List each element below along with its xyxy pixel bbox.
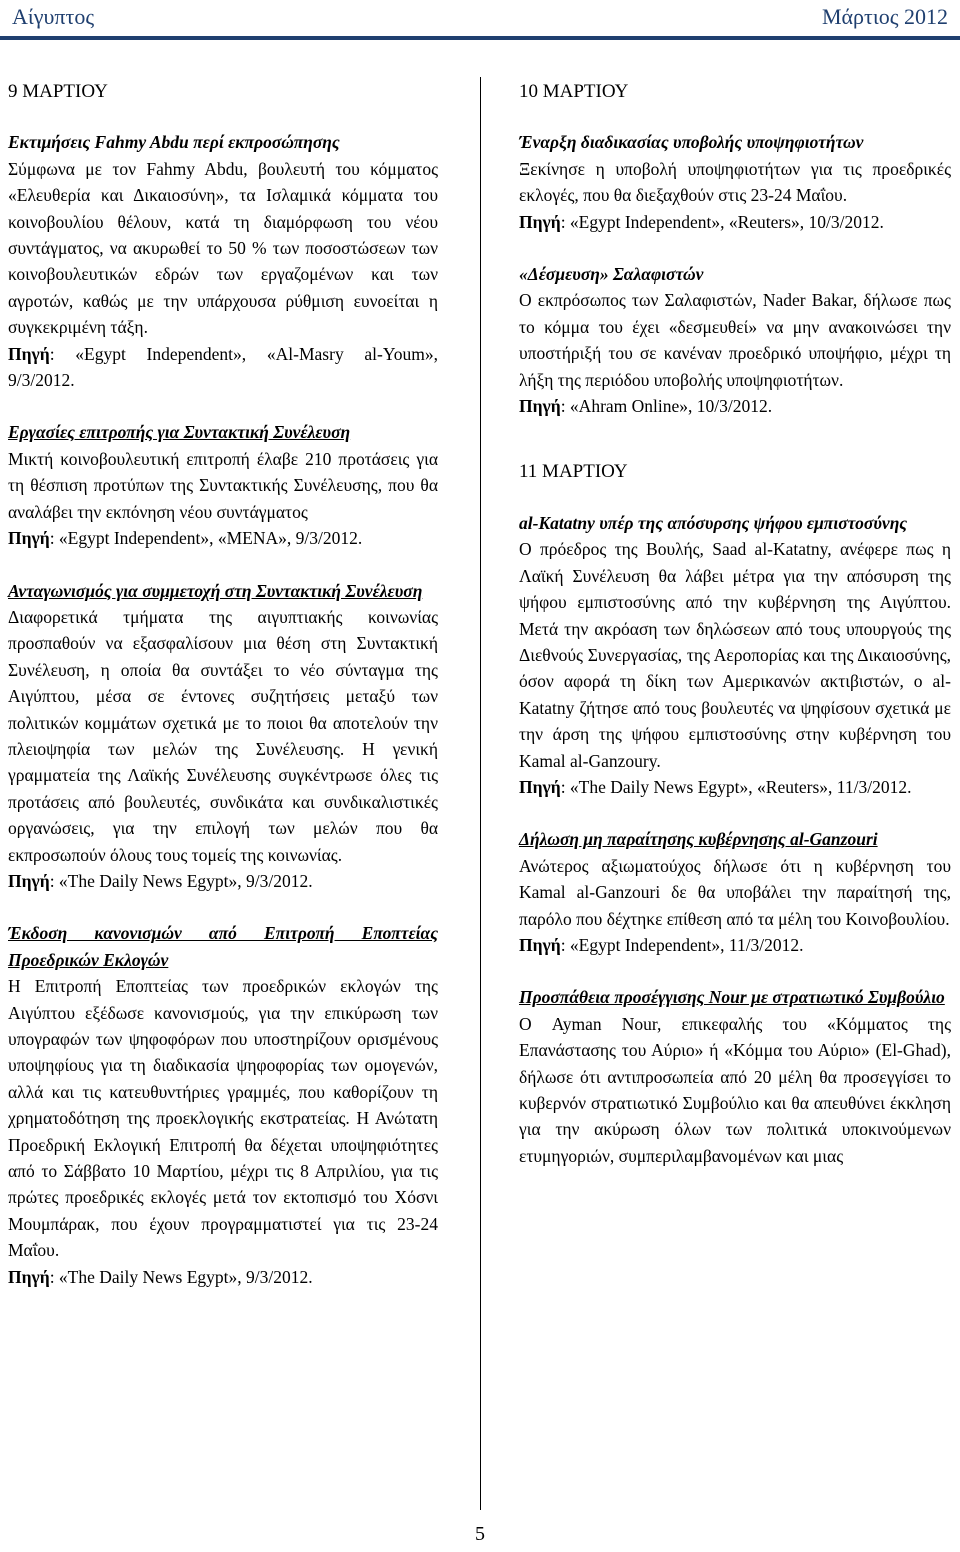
article-title: Εργασίες επιτροπής για Συντακτική Συνέλευση (8, 422, 351, 443)
article-body: Ο εκπρόσωπος των Σαλαφιστών, Nader Bakar, δήλωσε πως το κόμμα του έχει «δεσμευθεί» να μην ανακοινώσει την υποστήριξή του σε κανέναν προεδρικό υποψήφιο, μέχρι τη λήξη της περιόδου υποβολής υποψηφιοτήτων. (519, 290, 951, 390)
header-rule (0, 36, 960, 40)
article-title: Εκτιμήσεις Fahmy Abdu περί εκπροσώπησης (8, 132, 340, 153)
source-text: : «Egypt Independent», 11/3/2012. (560, 934, 804, 955)
article-body: Σύμφωνα με τον Fahmy Abdu, βουλευτή του κόμματος «Ελευθερία και Δικαιοσύνη», τα Ισλαμικά κόμματα του κοινοβουλίου θέλουν, κατά τη διαμόρφωση του νέου συντάγματος, να ακυρωθεί το 50 % των ποσοστώσεων των κοινοβουλευτικών εδρών των εργαζομένων και των αγροτών, καθώς με την υπάρχουσα ρύθμιση ευνοείται η συγκεκριμένη τάξη. (8, 158, 438, 338)
right-column (519, 77, 951, 1169)
article (8, 920, 438, 1290)
article (519, 826, 951, 958)
date-heading: 10 ΜΑΡΤΙΟΥ (519, 81, 629, 102)
article-title: Δήλωση μη παραίτησης κυβέρνησης al-Ganzouri (519, 829, 878, 850)
source-text: : «The Daily News Egypt», 9/3/2012. (49, 870, 313, 891)
source-text: : «Ahram Online», 10/3/2012. (560, 396, 773, 417)
article-body: Διαφορετικά τμήματα της αιγυπτιακής κοινωνίας προσπαθούν να εξασφαλίσουν μια θέση στη Συντακτική Συνέλευση, η οποία θα συντάξει το νέο σύνταγμα της Αιγύπτου, μέσα σε έντονες συζητήσεις μεταξύ των πολιτικών κομμάτων σχετικά με το ποιοι θα αποτελούν την πλειοψηφία των μελών της Συνέλευσης. Η γενική γραμματεία της Λαϊκής Συνέλευσης συγκέντρωσε όλες τις προτάσεις από βουλευτές, συνδικάτα και συνδικαλιστικές οργανώσεις, για την επιλογή των μελών που θα εκπροσωπούν όλους τους τομείς της κοινωνίας. (8, 606, 438, 865)
article-title: Προσπάθεια προσέγγισης Nour με στρατιωτικό Συμβούλιο (519, 987, 945, 1008)
source-label: Πηγή (8, 343, 50, 364)
header-date: Μάρτιος 2012 (821, 4, 948, 29)
article-source (8, 868, 438, 894)
article (8, 578, 438, 895)
article-source (519, 774, 951, 800)
article-title: Έναρξη διαδικασίας υποβολής υποψηφιοτήτων (519, 132, 864, 153)
source-label: Πηγή (519, 934, 561, 955)
source-text: : «Egypt Independent», «Reuters», 10/3/2012. (560, 211, 884, 232)
article (519, 510, 951, 800)
article-source (8, 341, 438, 394)
article-source (8, 1264, 438, 1290)
source-text: : «The Daily News Egypt», 9/3/2012. (49, 1266, 313, 1287)
article-title: Ανταγωνισμός για συμμετοχή στη Συντακτική Συνέλευση (8, 580, 423, 601)
source-label: Πηγή (8, 870, 50, 891)
article (519, 261, 951, 419)
left-column (8, 77, 438, 1290)
article-source (519, 209, 951, 235)
article-source (8, 525, 438, 551)
two-column-frame (0, 77, 960, 1510)
article (8, 129, 438, 393)
column-divider (480, 77, 481, 1510)
article-body: Η Επιτροπή Εποπτείας των προεδρικών εκλογών της Αιγύπτου εξέδωσε κανονισμούς, για την επικύρωση των υπογραφών των ψηφοφόρων που υποστηρίζουν ορισμένους υποψηφίους για τη διαδικασία ψηφοφορίας των ομογενών, αλλά και τις κατευθυντήριες γραμμές, που καθορίζουν τη χρηματοδότηση της προεκλογικής εκστρατείας. Η Ανώτατη Προεδρική Εκλογική Επιτροπή θα δέχεται υποψηφιότητες από το Σάββατο 10 Μαρτίου, μέχρι τις 8 Απριλίου, για τις πρώτες προεδρικές εκλογές μετά τον εκτοπισμό του Χόσνι Μουμπάρακ, που έχουν προγραμματιστεί για τις 23-24 Μαΐου. (8, 976, 438, 1261)
page-number: 5 (475, 1523, 485, 1545)
article-body: Ο πρόεδρος της Βουλής, Saad al-Katatny, ανέφερε πως η Λαϊκή Συνέλευση θα λάβει μέτρα για την απόσυρση της ψήφου εμπιστοσύνης από την κυβέρνηση της Αιγύπτου. Μετά την ακρόαση των δηλώσεων από τους υπουργούς της Διεθνούς Συνεργασίας, της Αεροπορίας και της Δικαιοσύνης, όσον αφορά τη δίκη των Αμερικανών ακτιβιστών, ο al-Katatny ζήτησε από τους βουλευτές να ψηφίσουν σχετικά με την άρση της ψήφου εμπιστοσύνης στην κυβέρνηση του Kamal al-Ganzoury. (519, 539, 951, 771)
source-label: Πηγή (519, 776, 561, 797)
source-label: Πηγή (8, 528, 50, 549)
source-label: Πηγή (519, 396, 561, 417)
article (519, 984, 951, 1169)
header-country: Αίγυπτος (12, 4, 95, 29)
source-text: : «Egypt Independent», «MENA», 9/3/2012. (49, 528, 363, 549)
source-text: : «Egypt Independent», «Al-Masry al-Youm», 9/3/2012. (8, 343, 438, 391)
date-heading: 11 ΜΑΡΤΙΟΥ (519, 461, 628, 483)
article-title: «Δέσμευση» Σαλαφιστών (519, 264, 704, 285)
source-text: : «The Daily News Egypt», «Reuters», 11/3/2012. (560, 776, 912, 797)
article (8, 419, 438, 551)
article (519, 129, 951, 235)
date-heading: 9 ΜΑΡΤΙΟΥ (8, 81, 108, 102)
source-label: Πηγή (8, 1266, 50, 1287)
article-source (519, 393, 951, 419)
article-title: al-Katatny υπέρ της απόσυρσης ψήφου εμπιστοσύνης (519, 512, 908, 533)
article-body: Ανώτερος αξιωματούχος δήλωσε ότι η κυβέρνηση του Kamal al-Ganzouri δε θα υποβάλει την παραίτησή της, παρόλο που δέχτηκε επίθεση από τα μέλη του Κοινοβουλίου. (519, 855, 951, 929)
article-body: Ο Ayman Nour, επικεφαλής του «Κόμματος της Επανάστασης του Αύριο» ή «Κόμμα του Αύριο» (El-Ghad), δήλωσε ότι αντιπροσωπεία από 20 μέλη θα προσεγγίσει το κυβερνόν στρατιωτικό Συμβούλιο και θα απευθύνει έκκληση για την ακύρωση όλων των πολιτικά υποκινούμενων ετυμηγοριών, συμπεριλαμβανομένων και μιας (519, 1013, 951, 1166)
source-label: Πηγή (519, 211, 561, 232)
article-body: Μικτή κοινοβουλευτική επιτροπή έλαβε 210 προτάσεις για τη θέσπιση προτύπων της Συντακτικής Συνέλευσης, που θα αναλάβει την εκπόνηση νέου συντάγματος (8, 448, 438, 522)
article-body: Ξεκίνησε η υποβολή υποψηφιοτήτων για τις προεδρικές εκλογές, που θα διεξαχθούν στις 23-24 Μαΐου. (519, 158, 951, 206)
article-source (519, 932, 951, 958)
article-title: Έκδοση κανονισμών από Επιτροπή Εποπτείας Προεδρικών Εκλογών (8, 923, 438, 970)
page-header (0, 0, 960, 40)
